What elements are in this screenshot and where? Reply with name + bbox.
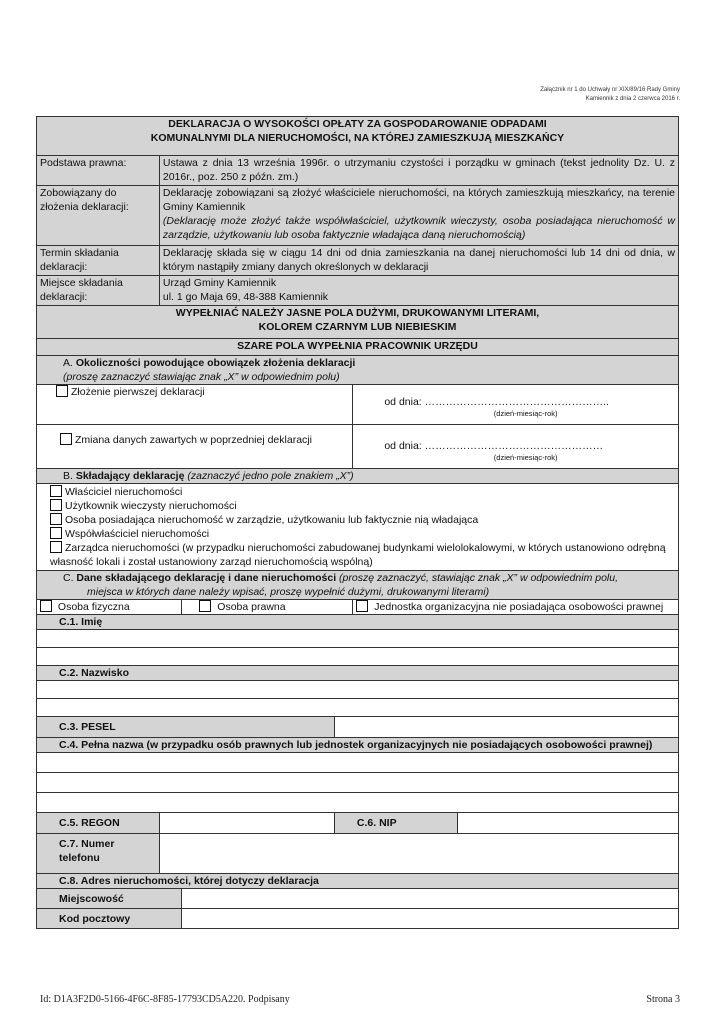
section-c-note-2: miejsca w których dane należy wpisać, proszę wypełnić dużymi, drukowanymi literami) [87, 586, 490, 598]
fill-instructions-line-2: KOLOREM CZARNYM LUB NIEBIESKIM [258, 321, 457, 333]
manager-checkbox[interactable] [50, 541, 62, 553]
perpetual-user-label: Użytkownik wieczysty nieruchomości [65, 500, 237, 512]
section-b-options [37, 484, 679, 571]
first-declaration-checkbox[interactable] [56, 385, 68, 397]
section-c-header [37, 571, 679, 600]
attachment-line-2: Kamiennik z dnia 2 czerwca 2016 r. [585, 96, 680, 102]
phone-label: C.7. Numer telefonu [37, 834, 160, 874]
pesel-label: C.3. PESEL [37, 717, 335, 738]
form-title-line-2: KOMUNALNYMI DLA NIERUCHOMOŚCI, NA KTÓREJ ZAMIESZKUJĄ MIESZKAŃCY [150, 132, 565, 144]
org-unit-checkbox[interactable] [356, 600, 368, 612]
option-data-change[interactable] [37, 425, 353, 469]
owner-checkbox[interactable] [50, 485, 62, 497]
regon-field[interactable] [159, 813, 334, 834]
attachment-line-1: Załącznik nr 1 do Uchwały nr XIX/89/16 Rady Gminy [540, 87, 680, 93]
submitter-holder[interactable] [40, 513, 675, 527]
first-declaration-date-hint: (dzień-miesiąc-rok) [493, 409, 558, 418]
document-id: Id: D1A3F2D0-5166-4F6C-8F85-17793CD5A220. Podpisany [40, 994, 290, 1005]
obligated-note: (Deklarację może złożyć także współwłaściciel, użytkownik wieczysty, osoba posiadająca nieruchomość w zarządzie, użytkowaniu lub osoba faktycznie władająca daną nieruchomością) [162, 215, 675, 241]
natural-person-checkbox[interactable] [40, 600, 52, 612]
legal-basis-label: Podstawa prawna: [37, 156, 160, 186]
footer [40, 994, 680, 1005]
first-declaration-date-cell[interactable] [353, 385, 679, 425]
full-name-field-2[interactable] [37, 773, 679, 793]
legal-basis-text: Ustawa z dnia 13 września 1996r. o utrzymaniu czystości i porządku w gminach (tekst jednolity Dz. U. z 2016r., poz. 250 z późn. zm.) [159, 156, 678, 186]
full-name-label: C.4. Pełna nazwa (w przypadku osób prawnych lub jednostek organizacyjnych nie posiadających osobowości prawnej) [37, 738, 679, 753]
declaration-form [36, 116, 679, 929]
section-c-note-1: (proszę zaznaczyć, stawiając znak „X” w odpowiednim polu, [339, 572, 618, 584]
form-title [37, 117, 679, 156]
data-change-date-cell[interactable] [353, 425, 679, 469]
deadline-text: Deklarację składa się w ciągu 14 dni od dnia zamieszkania na danej nieruchomości lub 14 dni od dnia, w którym nastąpiły zmiany danych określonych w deklaracji [159, 246, 678, 276]
data-change-date: od dnia: …………………………………………… [384, 440, 604, 452]
obligated-cell [159, 186, 678, 246]
first-name-field-1[interactable] [37, 630, 679, 648]
submitter-co-owner[interactable] [40, 527, 675, 541]
first-declaration-label: Złożenie pierwszej deklaracji [71, 386, 205, 398]
fill-instructions-line-1: WYPEŁNIAĆ NALEŻY JASNE POLA DUŻYMI, DRUKOWANYMI LITERAMI, [175, 307, 540, 319]
deadline-label: Termin składania deklaracji: [37, 246, 160, 276]
option-first-declaration[interactable] [37, 385, 353, 425]
submitter-owner[interactable] [40, 485, 675, 499]
obligated-label: Zobowiązany do złożenia deklaracji: [37, 186, 160, 246]
property-address-label: C.8. Adres nieruchomości, której dotyczy deklaracja [37, 874, 679, 889]
submitter-perpetual-user[interactable] [40, 499, 675, 513]
data-change-label: Zmiana danych zawartych w poprzedniej deklaracji [75, 434, 312, 446]
section-b-title: Składający deklarację [75, 470, 185, 482]
holder-checkbox[interactable] [50, 513, 62, 525]
place-line-1: Urząd Gminy Kamiennik [162, 277, 277, 289]
legal-person-label: Osoba prawna [217, 601, 286, 613]
submitter-manager[interactable] [40, 541, 675, 569]
town-field[interactable] [182, 889, 679, 909]
org-unit-label: Jednostka organizacyjna nie posiadająca osobowości prawnej [374, 601, 664, 613]
section-a-prefix: A. [63, 357, 73, 369]
section-a-note: (proszę zaznaczyć stawiając znak „X” w odpowiednim polu) [63, 371, 340, 383]
last-name-label: C.2. Nazwisko [37, 666, 679, 681]
type-legal-person[interactable] [182, 600, 353, 615]
last-name-field-1[interactable] [37, 681, 679, 699]
attachment-note [540, 86, 680, 104]
co-owner-label: Współwłaściciel nieruchomości [65, 528, 210, 540]
regon-label: C.5. REGON [37, 813, 160, 834]
nip-field[interactable] [458, 813, 678, 833]
type-organizational-unit[interactable] [353, 600, 679, 615]
nip-label: C.6. NIP [335, 813, 458, 833]
first-name-label: C.1. Imię [37, 615, 679, 630]
place-cell [159, 276, 678, 306]
page-number: Strona 3 [646, 994, 680, 1005]
section-b-prefix: B. [63, 470, 73, 482]
gray-fields-note: SZARE POLA WYPEŁNIA PRACOWNIK URZĘDU [37, 339, 679, 356]
place-label: Miejsce składania deklaracji: [37, 276, 160, 306]
pesel-field[interactable] [334, 717, 678, 738]
owner-label: Właściciel nieruchomości [65, 486, 183, 498]
postal-code-field[interactable] [182, 909, 679, 929]
full-name-field-3[interactable] [37, 793, 679, 813]
section-a-title: Okoliczności powodujące obowiązek złożenia deklaracji [75, 357, 356, 369]
perpetual-user-checkbox[interactable] [50, 499, 62, 511]
data-change-checkbox[interactable] [60, 433, 72, 445]
full-name-field-1[interactable] [37, 753, 679, 773]
co-owner-checkbox[interactable] [50, 527, 62, 539]
type-natural-person[interactable] [37, 600, 182, 615]
section-c-title: Dane składającego deklarację i dane nieruchomości [76, 572, 337, 584]
form-title-line-1: DEKLARACJA O WYSOKOŚCI OPŁATY ZA GOSPODAROWANIE ODPADAMI [168, 118, 547, 130]
legal-person-checkbox[interactable] [199, 600, 211, 612]
section-a-header [37, 356, 679, 385]
holder-label: Osoba posiadająca nieruchomość w zarządzie, użytkowaniu lub faktycznie nią władająca [65, 514, 479, 526]
manager-label: Zarządca nieruchomości (w przypadku nieruchomości zabudowanej budynkami wielolokalowymi, w których ustanowiono odrębną własność lokali i został ustanowiony zarząd nieruchomością wspólną) [50, 542, 666, 568]
section-c-prefix: C. [63, 572, 74, 584]
postal-code-label: Kod pocztowy [37, 909, 182, 929]
place-line-2: ul. 1 go Maja 69, 48-388 Kamiennik [162, 291, 329, 303]
data-change-date-hint: (dzień-miesiąc-rok) [493, 453, 558, 462]
first-declaration-date: od dnia: …………………………………………….. [384, 396, 609, 408]
town-label: Miejscowość [37, 889, 182, 909]
last-name-field-2[interactable] [37, 699, 679, 717]
first-name-field-2[interactable] [37, 648, 679, 666]
fill-instructions [37, 306, 679, 339]
section-b-note: (zaznaczyć jedno pole znakiem „X”) [187, 470, 354, 482]
natural-person-label: Osoba fizyczna [57, 601, 130, 613]
section-b-header [37, 469, 679, 484]
obligated-text: Deklarację zobowiązani są złożyć właściciele nieruchomości, na których zamieszkują mieszkańcy, na terenie Gminy Kamiennik [162, 187, 675, 213]
phone-field[interactable] [159, 834, 678, 874]
nip-cell [334, 813, 678, 834]
